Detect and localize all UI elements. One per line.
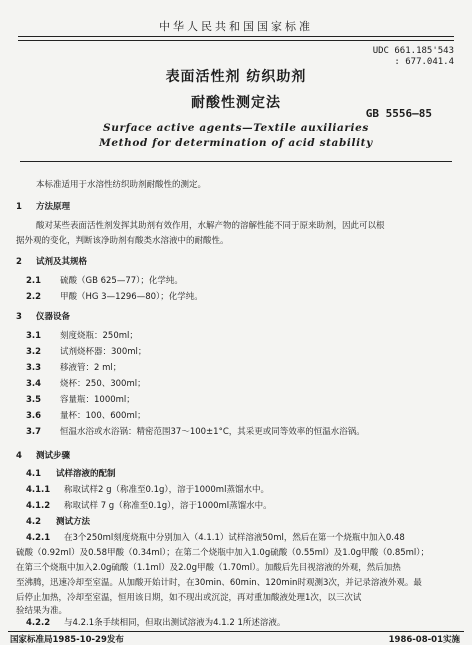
section-3-number: 3	[16, 312, 22, 322]
intro-paragraph: 本标准适用于水溶性纺织助剂耐酸性的测定。	[36, 180, 207, 190]
clause-3-3-number: 3.3	[26, 363, 42, 373]
clause-4-2-2-number: 4.2.2	[26, 618, 51, 628]
clause-3-7-text: 恒温水浴或水浴锅：精密范围37～100±1°C，其采更或同等效率的恒温水浴锅。	[60, 427, 365, 437]
clause-4-2-number: 4.2	[26, 517, 42, 527]
clause-4-2-1-text-line1: 在3个250ml刻度烧瓶中分别加入（4.1.1）试样溶液50ml，然后在第一个烧瓶中加入0.48	[64, 533, 405, 543]
english-title-line1: Surface active agents—Textile auxiliaries	[103, 122, 369, 134]
udc-code-line1: UDC 661.185'543	[372, 46, 454, 56]
section-1-text-line1: 酸对某些表面活性剂发挥其助剂有效作用，水解产物的溶解性能不同于原来助剂，因此可以根	[36, 221, 385, 231]
document-title-line1: 表面活性剂 纺织助剂	[165, 69, 307, 85]
footer-issued: 国家标准局1985-10-29发布	[10, 635, 124, 645]
clause-3-5-text: 容量瓶：1000ml；	[60, 395, 135, 405]
clause-3-6-number: 3.6	[26, 411, 42, 421]
clause-3-4-number: 3.4	[26, 379, 42, 389]
title-rule	[20, 161, 452, 162]
clause-4-2-1-text-line4: 至沸腾，迅速冷却至室温。从加酸开始计时，在30min、60min、120min时观测3次，并记录溶液外观。最	[16, 578, 422, 588]
clause-4-2-1-text-line5: 后停止加热，冷却至室温，恒用该日期，如不现出或沉淀，再对重加酸液处理1次，以三次试	[16, 593, 362, 603]
document-title-line2: 耐酸性测定法	[191, 95, 281, 111]
national-standard-header: 中华人民共和国国家标准	[159, 20, 313, 33]
clause-3-4-text: 烧杯：250、300ml；	[60, 379, 146, 389]
section-1-title: 方法原理	[36, 202, 71, 212]
clause-4-1-1-text: 称取试样2 g（称准至0.1g），溶于1000ml蒸馏水中。	[64, 485, 269, 495]
section-1-number: 1	[16, 202, 22, 212]
clause-4-2-1-text-line3: 在第三个烧瓶中加入2.0g硫酸（1.1ml）及2.0g甲酸（1.70ml）。加酸后先目视溶液的外观，然后加热	[16, 563, 401, 573]
clause-2-2-number: 2.2	[26, 292, 42, 302]
clause-3-7-number: 3.7	[26, 427, 42, 437]
clause-3-5-number: 3.5	[26, 395, 42, 405]
header-rule-top	[18, 36, 454, 37]
english-title-line2: Method for determination of acid stability	[99, 137, 373, 149]
clause-4-2-1-text-line2: 硫酸（0.92ml）及0.58甲酸（0.34ml）；在第二个烧瓶中加入1.0g硫酸（0.55ml）及1.0g甲酸（0.85ml）；	[16, 548, 430, 558]
header-rule-bottom	[18, 40, 454, 41]
clause-4-2-1-text-line6: 验结果为准。	[16, 606, 68, 616]
clause-2-2-text: 甲酸（HG 3—1296—80）；化学纯。	[60, 292, 203, 302]
clause-4-2-2-text: 与4.2.1条手续相同，但取出测试溶液为4.1.2 1所述溶液。	[64, 618, 286, 628]
clause-4-1-2-number: 4.1.2	[26, 501, 51, 511]
section-2-title: 试剂及其规格	[36, 257, 88, 267]
udc-code-line2: : 677.041.4	[394, 57, 454, 67]
section-4-number: 4	[16, 451, 22, 461]
section-1-text-line2: 据外观的变化，判断该净助剂有酸类水溶液中的耐酸性。	[16, 236, 229, 246]
clause-4-1-1-number: 4.1.1	[26, 485, 51, 495]
section-3-title: 仪器设备	[36, 312, 71, 322]
clause-2-1-number: 2.1	[26, 276, 42, 286]
gb-standard-number: GB 5556—85	[365, 107, 432, 120]
clause-3-1-text: 刻度烧瓶：250ml；	[60, 331, 138, 341]
clause-3-1-number: 3.1	[26, 331, 42, 341]
footer-rule	[8, 631, 464, 632]
clause-4-1-title: 试样溶液的配制	[56, 469, 116, 479]
clause-3-6-text: 量杯：100、600ml；	[60, 411, 146, 421]
section-4-title: 测试步骤	[36, 451, 71, 461]
clause-2-1-text: 硫酸（GB 625—77）；化学纯。	[60, 276, 183, 286]
clause-4-2-title: 测试方法	[56, 517, 91, 527]
clause-3-2-number: 3.2	[26, 347, 42, 357]
section-2-number: 2	[16, 257, 22, 267]
clause-3-2-text: 试剂烧杯器：300ml；	[60, 347, 147, 357]
clause-3-3-text: 移液管：2 ml；	[60, 363, 122, 373]
clause-4-1-2-text: 称取试样 7 g（称准至0.1g），溶于1000ml蒸馏水中。	[64, 501, 272, 511]
clause-4-2-1-number: 4.2.1	[26, 533, 51, 543]
clause-4-1-number: 4.1	[26, 469, 42, 479]
footer-implemented: 1986-08-01实施	[388, 635, 460, 645]
